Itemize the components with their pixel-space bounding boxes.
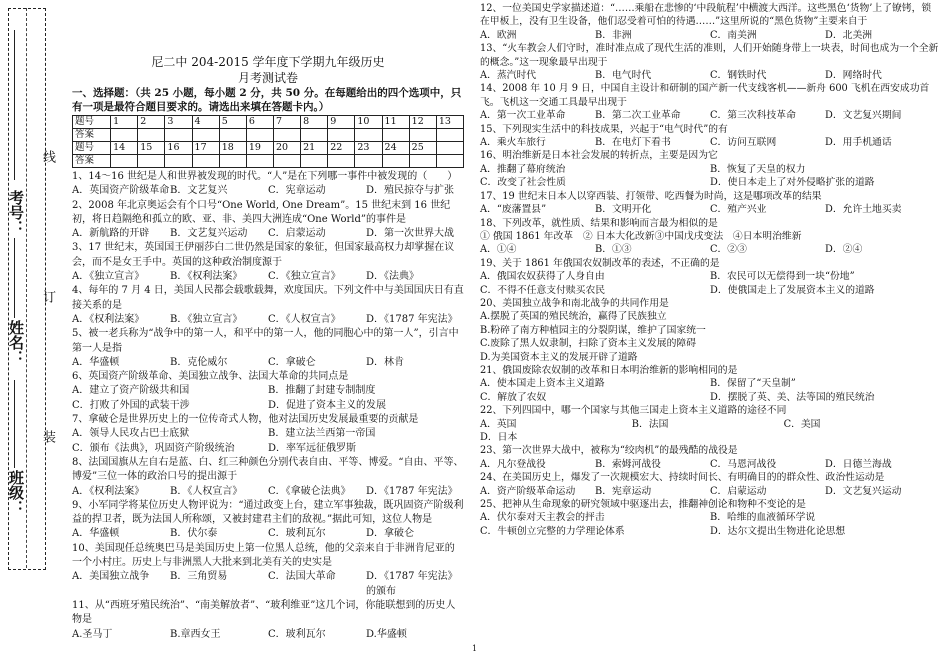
- section-instruction: 一、选择题：（共 25 小题，每小题 2 分，共 50 分。在每题给出的四个选项中，只有一项是最符合题目要求的。请选出来填在答题卡内。）: [72, 87, 462, 113]
- answer-option[interactable]: D．日本: [480, 432, 518, 443]
- question-stem: 9、小军同学将某位历史人物评说为：“通过政变上台，建立军事独裁，既巩固资产阶级利益的捍卫者，既为法国人所称颂，又被封建君主们的敌视。”据此可知，这位人物是: [72, 499, 464, 526]
- table-cell: 10: [355, 116, 382, 129]
- option-row: [72, 227, 464, 241]
- answer-option[interactable]: C．《拿破仑法典》: [268, 485, 351, 497]
- answer-option[interactable]: A.圣马丁: [72, 628, 113, 640]
- answer-cell[interactable]: [301, 155, 328, 168]
- answer-cell[interactable]: [382, 155, 409, 168]
- table-cell: 18: [219, 142, 246, 155]
- answer-option[interactable]: B．农民可以无偿得到一块“份地”: [710, 271, 855, 283]
- option-row: [72, 384, 464, 413]
- question: [480, 498, 940, 538]
- answer-option[interactable]: C．钢铁时代: [710, 70, 767, 82]
- table-cell: 8: [301, 116, 328, 129]
- question-stem: 6、英国资产阶级革命、美国独立战争、法国大革命的共同点是: [72, 371, 349, 383]
- answer-option[interactable]: B．《人权宣言》: [170, 485, 243, 497]
- answer-option[interactable]: A．美国独立战争: [72, 571, 150, 583]
- answer-option[interactable]: B．宪章运动: [595, 485, 652, 497]
- question: [480, 190, 940, 217]
- answer-option[interactable]: C．访问互联网: [710, 137, 777, 149]
- answer-option[interactable]: C．美国: [783, 418, 821, 430]
- right-question-list: [480, 2, 940, 538]
- table-cell: 23: [355, 142, 382, 155]
- answer-option[interactable]: B．非洲: [595, 29, 632, 41]
- answer-option[interactable]: A．欧洲: [480, 29, 517, 41]
- answer-option[interactable]: C．启蒙运动: [268, 228, 326, 240]
- question: [480, 297, 940, 364]
- answer-option[interactable]: C．改变了社会性质: [480, 177, 566, 189]
- answer-option[interactable]: D．拿破仑: [366, 528, 415, 540]
- answer-cell[interactable]: [246, 129, 273, 142]
- table-cell: 16: [165, 142, 192, 155]
- answer-option[interactable]: B．文艺复兴运动: [170, 228, 248, 240]
- answer-option[interactable]: A.摆脱了英国的殖民统治，赢得了民族独立: [480, 311, 667, 323]
- option-row: [480, 136, 940, 149]
- answer-option[interactable]: C．殖产兴业: [710, 204, 767, 216]
- option-row: [480, 29, 940, 42]
- answer-option[interactable]: B．在电灯下看书: [595, 137, 671, 149]
- answer-cell[interactable]: [138, 129, 165, 142]
- table-cell: 24: [382, 142, 409, 155]
- question-stem: 21、俄国废除农奴制的改革和日本明治维新的影响相同的是: [480, 364, 738, 376]
- class-line: [14, 380, 15, 468]
- exam-subtitle: 月考测试卷: [237, 71, 298, 85]
- question: [72, 499, 464, 542]
- answer-cell[interactable]: [409, 129, 436, 142]
- answer-option[interactable]: D．殖民掠夺与扩张: [366, 185, 455, 197]
- table-cell: 题号: [73, 142, 111, 155]
- answer-option[interactable]: D．《法典》: [366, 271, 420, 283]
- answer-option[interactable]: A．新航路的开辟: [72, 228, 150, 240]
- class-label: 班级：: [7, 470, 25, 515]
- question: [72, 199, 464, 242]
- table-cell: 19: [246, 142, 273, 155]
- answer-option[interactable]: C．第三次科技革命: [710, 110, 796, 122]
- exam-title: 尼二中 204-2015 学年度下学期九年级历史: [151, 55, 385, 69]
- answer-option[interactable]: D．第一次世界大战: [366, 228, 455, 240]
- table-cell: 2: [138, 116, 165, 129]
- answer-cell[interactable]: [436, 155, 463, 168]
- question: [72, 170, 464, 199]
- mark-line: 线: [40, 150, 55, 163]
- answer-option[interactable]: B．文艺复兴: [170, 185, 228, 197]
- answer-option[interactable]: A．《独立宣言》: [72, 271, 145, 283]
- answer-option[interactable]: A．俄国农奴获得了人身自由: [480, 271, 605, 283]
- answer-cell[interactable]: [138, 155, 165, 168]
- question: [480, 364, 940, 404]
- option-row: [480, 203, 940, 216]
- question-stem: 14、2008 年 10 月 9 日，中国自主设计和研制的国产新一代支线客机——新舟 600 飞机在西安成功首飞。飞机这一交通工具最早出现于: [480, 83, 930, 108]
- answer-option[interactable]: D．文艺复兴期间: [825, 110, 902, 122]
- answer-option[interactable]: B．法国: [631, 418, 669, 430]
- answer-option[interactable]: C．启蒙运动: [710, 485, 767, 497]
- question: [480, 123, 940, 150]
- answer-option[interactable]: B.章西女王: [170, 628, 221, 640]
- table-cell: 17: [192, 142, 219, 155]
- table-cell: 5: [219, 116, 246, 129]
- answer-option[interactable]: C．《独立宣言》: [268, 271, 341, 283]
- name-label: 姓名：: [7, 320, 25, 365]
- name-line: [14, 238, 15, 318]
- answer-option[interactable]: C．②③: [710, 244, 747, 256]
- answer-option[interactable]: B．推翻了封建专制制度: [268, 385, 376, 397]
- answer-option[interactable]: A．领导人民攻占巴士底狱: [72, 428, 190, 440]
- table-cell: 13: [436, 116, 463, 129]
- answer-cell[interactable]: [328, 155, 355, 168]
- answer-option[interactable]: D.华盛顿: [366, 628, 407, 640]
- answer-cell[interactable]: [328, 129, 355, 142]
- question-stem: 11、从“西班牙殖民统治”、“南美解放者”、“玻利维亚”这几个词，你能联想到的历史人物是: [72, 599, 456, 626]
- option-row: [72, 184, 464, 198]
- answer-cell[interactable]: [436, 129, 463, 142]
- answer-option[interactable]: A．第一次工业革命: [480, 110, 566, 122]
- answer-option[interactable]: A．华盛顿: [72, 528, 120, 540]
- answer-cell[interactable]: [111, 155, 138, 168]
- answer-option[interactable]: D．日德兰海战: [825, 458, 892, 470]
- table-cell: [436, 142, 463, 155]
- table-cell: 22: [328, 142, 355, 155]
- answer-option[interactable]: B．保留了“天皇制”: [710, 378, 796, 390]
- answer-option[interactable]: A．蒸汽时代: [480, 70, 537, 82]
- question: [72, 241, 464, 284]
- table-cell: 7: [273, 116, 300, 129]
- answer-option[interactable]: B．恢复了天皇的权力: [710, 163, 806, 175]
- answer-option[interactable]: C．法国大革命: [268, 571, 336, 583]
- exam-number-label: 考号：: [7, 190, 25, 235]
- answer-option[interactable]: A．建立了资产阶级共和国: [72, 385, 190, 397]
- answer-option[interactable]: C．拿破仑: [268, 356, 316, 368]
- answer-option[interactable]: A．①④: [480, 244, 517, 256]
- answer-option[interactable]: A．乘火车旅行: [480, 137, 546, 149]
- question-stem: 16、明治维新是日本社会发展的转折点，主要是因为它: [480, 150, 718, 162]
- answer-cell[interactable]: [111, 129, 138, 142]
- answer-option[interactable]: D.为美国资本主义的发展开辟了道路: [480, 351, 638, 363]
- answer-option[interactable]: B．电气时代: [595, 70, 652, 82]
- question-stem: 17、19 世纪末日本人以穿西装、打领带、吃西餐为时尚，这是哪项改革的结果: [480, 190, 822, 202]
- mark-install: 装: [40, 430, 55, 443]
- answer-option[interactable]: C．马恩河战役: [710, 458, 777, 470]
- question-stem: 18、下列改革，就性质、结果和影响而言最为相似的是: [480, 217, 718, 229]
- answer-option[interactable]: D．《1787 年宪法》的颁布: [366, 571, 458, 597]
- answer-option[interactable]: B．索姆河战役: [595, 458, 661, 470]
- question-stem: 19、关于 1861 年俄国农奴制改革的表述，不正确的是: [480, 257, 720, 269]
- answer-option[interactable]: D．《1787 年宪法》: [366, 485, 458, 497]
- question-stem: 24、在美国历史上，爆发了一次规模宏大、持续时间长、有明确目的的群众性、政治性运动是: [480, 472, 885, 484]
- answer-cell[interactable]: [301, 129, 328, 142]
- answer-cell[interactable]: [192, 129, 219, 142]
- table-cell: 答案: [73, 129, 111, 142]
- question-stem: 20、美国独立战争和南北战争的共同作用是: [480, 297, 669, 309]
- answer-option[interactable]: D．达尔文提出生物进化论思想: [710, 525, 846, 537]
- table-cell: 9: [328, 116, 355, 129]
- table-cell: 6: [246, 116, 273, 129]
- question: [72, 542, 464, 599]
- question: [480, 471, 940, 498]
- answer-option[interactable]: A．使本国走上资本主义道路: [480, 378, 605, 390]
- answer-option[interactable]: C．解放了农奴: [480, 391, 547, 403]
- question: [72, 456, 464, 499]
- answer-cell[interactable]: [273, 155, 300, 168]
- option-row: [72, 427, 464, 456]
- question-note: ① 俄国 1861 年改革 ② 日本大化改新③中国戊戌变法 ④日本明治维新: [480, 230, 802, 242]
- question-stem: 5、被一老兵称为“战争中的第一人，和平中的第一人，他的同胞心中的第一人”，引言中第一人是指: [72, 328, 459, 354]
- question: [72, 284, 464, 327]
- table-cell: 1: [111, 116, 138, 129]
- option-row: [72, 527, 464, 541]
- question-stem: 8、法国国旗从左自右是蓝、白、红三种颜色分别代表自由、平等、博爱。“自由、平等、博爱”三位一体的政治口号的提出源于: [72, 456, 464, 483]
- option-row: [480, 458, 940, 471]
- option-row: [72, 270, 464, 284]
- answer-option[interactable]: B．文明开化: [595, 204, 652, 216]
- answer-option[interactable]: D．促进了资本主义的发展: [268, 399, 387, 411]
- table-cell: 15: [138, 142, 165, 155]
- answer-option[interactable]: B.粉碎了南方种植园主的分裂阴谋，维护了国家统一: [480, 324, 706, 336]
- answer-cell[interactable]: [192, 155, 219, 168]
- answer-cell[interactable]: [246, 155, 273, 168]
- answer-cell[interactable]: [165, 155, 192, 168]
- answer-option[interactable]: A．华盛顿: [72, 356, 120, 368]
- option-row: [480, 377, 940, 404]
- answer-option[interactable]: A．推翻了幕府统治: [480, 163, 566, 175]
- left-column: [72, 54, 464, 642]
- option-row: [480, 109, 940, 122]
- answer-option[interactable]: B．《权利法案》: [170, 271, 243, 283]
- option-row: [72, 313, 464, 327]
- question-stem: 15、下列现实生活中的科技成果，兴起于“电气时代”的有: [480, 123, 728, 135]
- question: [72, 413, 464, 456]
- table-cell: 21: [301, 142, 328, 155]
- table-cell: 25: [409, 142, 436, 155]
- question-stem: 3、17 世纪末，英国国王伊丽莎白二世仍然是国家的象征，但国家最高权力却掌握在议会，而不是女王手中。英国的这种政治制度源于: [72, 242, 455, 268]
- answer-option[interactable]: A．《权利法案》: [72, 485, 145, 497]
- answer-table: [72, 115, 464, 168]
- answer-cell[interactable]: [219, 155, 246, 168]
- answer-option[interactable]: C．不得不任意支付赎买农民: [480, 284, 606, 296]
- answer-option[interactable]: B．建立法兰西第一帝国: [268, 428, 376, 440]
- answer-table-row: [73, 142, 464, 155]
- question-stem: 13、“火车教会人们守时，准时准点成了现代生活的准则，人们开始随身带上一块表，时间也成为一个全新的概念。”这一现象最早出现于: [480, 43, 939, 68]
- table-cell: 14: [111, 142, 138, 155]
- option-row: [72, 570, 464, 599]
- option-row: [480, 485, 940, 498]
- question: [480, 82, 940, 122]
- answer-option[interactable]: B．伏尔泰: [170, 528, 218, 540]
- question-stem: 7、拿破仑是世界历史上的一位传奇式人物，他对法国历史发展最重要的贡献是: [72, 414, 419, 426]
- option-row: [480, 270, 940, 297]
- left-question-list: [72, 170, 464, 642]
- page-number: 1: [472, 644, 478, 653]
- question: [480, 217, 940, 257]
- question-stem: 12、一位美国史学家描述道：“……乘船在悲惨的‘中段航程’中横渡大西洋。这些黑色‘货物’上了镣铐，锁在甲板上，没有卫生设备，他们忍受着可怕的待遇……”这里所说的“黑色货物”主要来自于: [480, 3, 932, 28]
- question-stem: 22、下列四国中，哪一个国家与其他三国走上资本主义道路的途径不同: [480, 405, 787, 417]
- question: [480, 404, 940, 444]
- question: [480, 149, 940, 189]
- answer-table-row: [73, 116, 464, 129]
- option-row: [480, 69, 940, 82]
- table-cell: 题号: [73, 116, 111, 129]
- mark-bind: 订: [40, 290, 55, 303]
- answer-option[interactable]: C．颁布《法典》，巩固资产阶级统治: [72, 442, 235, 454]
- answer-option[interactable]: C.废除了黑人奴隶制，扫除了资本主义发展的障碍: [480, 338, 696, 350]
- answer-cell[interactable]: [355, 155, 382, 168]
- option-row: [72, 356, 464, 370]
- option-row: [480, 418, 940, 445]
- answer-cell[interactable]: [273, 129, 300, 142]
- answer-option[interactable]: D．率军远征俄罗斯: [268, 442, 357, 454]
- answer-option[interactable]: D．北美洲: [825, 29, 873, 41]
- answer-table-row: [73, 155, 464, 168]
- answer-option[interactable]: A．“废藩置县”: [480, 204, 547, 216]
- question: [480, 42, 940, 82]
- table-cell: 12: [409, 116, 436, 129]
- answer-option[interactable]: D．《1787 年宪法》: [366, 313, 458, 325]
- answer-option[interactable]: D．允许土地买卖: [825, 204, 902, 216]
- question: [72, 327, 464, 370]
- question: [480, 2, 940, 42]
- question: [72, 599, 464, 642]
- question: [480, 257, 940, 297]
- answer-option[interactable]: A．凡尔登战役: [480, 458, 546, 470]
- answer-option[interactable]: C．宪章运动: [268, 185, 326, 197]
- answer-option[interactable]: D．②④: [825, 244, 863, 256]
- table-cell: 3: [165, 116, 192, 129]
- option-row: [72, 485, 464, 499]
- option-row: [72, 628, 464, 642]
- answer-cell[interactable]: [382, 129, 409, 142]
- question-stem: 25、把神从生命现象的研究领域中驱逐出去，推翻神创论和物种不变论的是: [480, 499, 806, 511]
- answer-option[interactable]: D．文艺复兴运动: [825, 485, 902, 497]
- answer-option[interactable]: A．伏尔泰对天主教会的抨击: [480, 512, 605, 524]
- answer-option[interactable]: D．网络时代: [825, 70, 882, 82]
- answer-option[interactable]: B．①③: [595, 244, 632, 256]
- table-cell: 20: [273, 142, 300, 155]
- table-cell: 11: [382, 116, 409, 129]
- question: [72, 370, 464, 413]
- answer-option[interactable]: C．玻利瓦尔: [268, 628, 326, 640]
- question: [480, 444, 940, 471]
- answer-option[interactable]: C．玻利瓦尔: [268, 528, 326, 540]
- answer-option[interactable]: D．使俄国走上了发展资本主义的道路: [710, 284, 875, 296]
- option-row: [480, 163, 940, 190]
- answer-option[interactable]: C．牛顿创立完整的力学理论体系: [480, 525, 625, 537]
- answer-table-row: [73, 129, 464, 142]
- answer-option[interactable]: C．南美洲: [710, 29, 757, 41]
- answer-option[interactable]: B．第二次工业革命: [595, 110, 681, 122]
- answer-cell[interactable]: [219, 129, 246, 142]
- answer-option[interactable]: B．哈维的血液循环学说: [710, 512, 816, 524]
- exam-number-line: [14, 30, 15, 180]
- question-stem: 4、每年的 7 月 4 日，美国人民都会载歌载舞，欢度国庆。下列文件中与美国国庆日有直接关系的是: [72, 285, 464, 311]
- answer-cell[interactable]: [165, 129, 192, 142]
- answer-cell[interactable]: [409, 155, 436, 168]
- answer-option[interactable]: B．三角贸易: [170, 571, 228, 583]
- answer-option[interactable]: A．英国资产阶级革命: [72, 185, 170, 197]
- option-row: [480, 511, 940, 538]
- answer-option[interactable]: C．《人权宣言》: [268, 313, 341, 325]
- question-stem: 10、美国现任总统奥巴马是美国历史上第一位黑人总统，他的父亲来自于非洲肯尼亚的一个小村庄。历史上与非洲黑人大批来到北美有关的史实是: [72, 542, 455, 569]
- answer-cell[interactable]: [355, 129, 382, 142]
- question-stem: 2、2008 年北京奥运会有个口号“One World, One Dream”。15 世纪末到 16 世纪初，将日趋隔绝和孤立的欧、亚、非、美四大洲连成“One World”的事件是: [72, 199, 451, 225]
- question-stem: 1、14～16 世纪是人和世界被发现的时代。“人”是在下列哪一事件中被发现的（ ）: [72, 171, 458, 182]
- answer-option[interactable]: D．使日本走上了对外侵略扩张的道路: [710, 177, 875, 189]
- answer-option[interactable]: A．英国: [480, 418, 517, 430]
- table-cell: 答案: [73, 155, 111, 168]
- table-cell: 4: [192, 116, 219, 129]
- answer-option[interactable]: D．用手机通话: [825, 137, 892, 149]
- answer-option[interactable]: C．打败了外国的武装干涉: [72, 399, 190, 411]
- question-stem: 23、第一次世界大战中，被称为“绞肉机”的最残酷的战役是: [480, 445, 738, 457]
- option-row: [480, 243, 940, 256]
- answer-option[interactable]: B．克伦威尔: [170, 356, 228, 368]
- answer-option[interactable]: A．资产阶级革命运动: [480, 485, 576, 497]
- answer-option[interactable]: D．林肯: [366, 356, 405, 368]
- answer-option[interactable]: A．《权利法案》: [72, 313, 145, 325]
- right-column: [480, 2, 940, 538]
- answer-option[interactable]: D．摆脱了英、美、法等国的殖民统治: [710, 391, 875, 403]
- answer-option[interactable]: B．《独立宣言》: [170, 313, 243, 325]
